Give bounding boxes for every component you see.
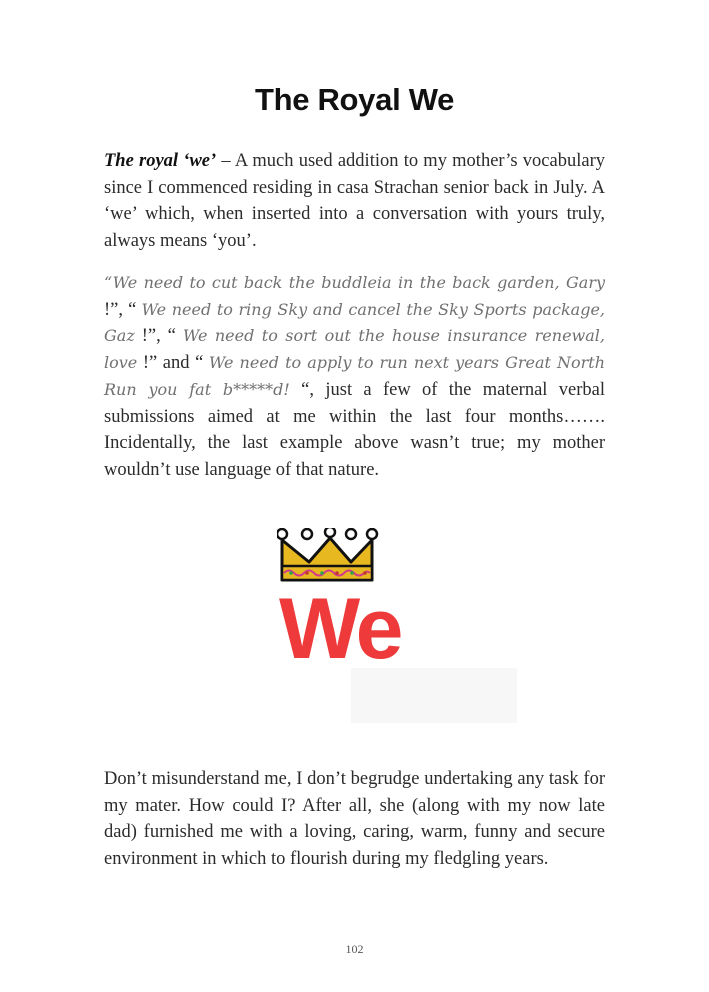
- paragraph-mother-quotes: [104, 270, 605, 484]
- quote-sky-sports: We need to ring Sky and cancel the Sky Sports package, Gaz: [104, 299, 605, 346]
- quote-separator: !”, “: [134, 326, 183, 347]
- paragraph-royal-we-definition: [104, 148, 605, 255]
- logo-word: We: [279, 581, 401, 677]
- definition-term: The royal ‘we’: [104, 151, 217, 171]
- quote-buddleia: “We need to cut back the buddleia in the back garden, Gary: [104, 273, 605, 292]
- paragraph-mater: Don’t misunderstand me, I don’t begrudge undertaking any task for my mater. How could I? After all, she (along with my now late dad) furnished me with a loving, caring, warm, funny and secure environment in which to flourish during my fledgling years.: [104, 769, 605, 870]
- royal-we-logo: [277, 528, 517, 723]
- page-number: 102: [345, 942, 364, 956]
- quote-insurance: We need to sort out the house insurance renewal, love: [104, 326, 605, 373]
- definition-text: – A much used addition to my mother’s vocabulary since I commenced residing in casa Strachan senior back in July. A ‘we’ which, when inserted into a conversation with yours truly, always means ‘you’.: [104, 151, 605, 252]
- quote-great-north-run: We need to apply to run next years Great North Run you fat b*****d!: [104, 353, 605, 399]
- crown-icon: [277, 528, 377, 580]
- page-title: The Royal We: [254, 82, 455, 117]
- paragraph-continuation: “, just a few of the maternal verbal submissions aimed at me within the last four months……. Incidentally, the last example above wasn’t true; my mother wouldn’t use language of that nature.: [104, 379, 605, 480]
- quote-separator: !” and “: [137, 353, 209, 374]
- quote-separator: !”, “: [104, 299, 142, 320]
